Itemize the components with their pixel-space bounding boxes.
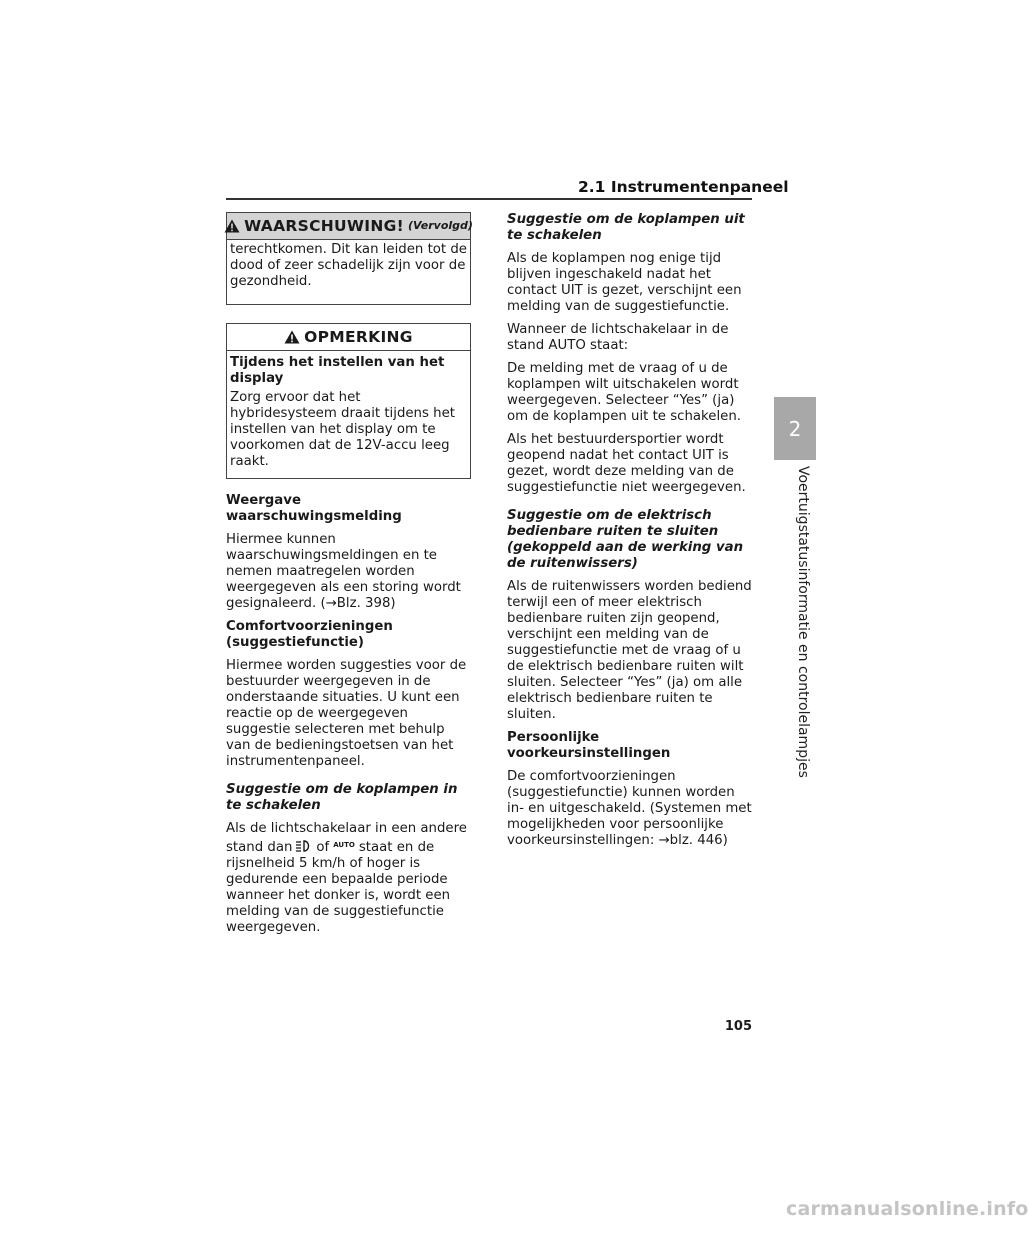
headlights-off-text-3: De melding met de vraag of u de koplampen wilt uitschakelen wordt weergegeven. Selecteer “Yes” (ja) om de koplampen uit te schakelen. [507,361,741,424]
windows-heading: Suggestie om de elektrisch bedienbare ruiten te sluiten (gekoppeld aan de werking van de ruitenwissers) [507,508,744,571]
warning-display-heading: Weergave waarschuwingsmelding [226,493,402,524]
comfort-text: Hiermee worden suggesties voor de bestuurder weergegeven in de onderstaande situaties. U kunt een reactie op de weergegeven suggestie selecteren met behulp van de bedieningstoetsen van het instrumentenpaneel. [226,658,467,769]
headlights-off-heading: Suggestie om de koplampen uit te schakelen [507,212,745,243]
personal-settings-heading: Persoonlijke voorkeursinstellingen [507,730,671,761]
chapter-number: 2 [788,416,802,441]
headlight-icon [295,839,313,853]
warning-box-header [227,213,473,240]
headlights-off-text-2: Wanneer de lichtschakelaar in de stand AUTO staat: [507,322,729,353]
warning-box [226,212,471,305]
page-number: 105 [724,1019,752,1034]
notice-text: Zorg ervoor dat het hybridesysteem draait tijdens het instellen van het display om te voorkomen dat de 12V-accu leeg raakt. [230,390,455,469]
notice-subtitle: Tijdens het instellen van het display [230,355,445,386]
headlights-on-heading: Suggestie om de koplampen in te schakelen [226,782,458,813]
chapter-title: Voertuigstatusinformatie en controlelampjes [795,466,811,778]
comfort-heading: Comfortvoorzieningen (suggestiefunctie) [226,619,393,650]
chapter-tab [774,397,816,460]
warning-display-text: Hiermee kunnen waarschuwingsmeldingen en te nemen maatregelen worden weergegeven als een storing wordt gesignaleerd. (→Blz. 398) [226,532,461,611]
auto-icon: AUTO [333,841,355,849]
headlights-on-text-part1: Als de lichtschakelaar in een andere stand dan [226,821,467,855]
headlights-on-text [226,821,471,936]
headlights-off-text-4: Als het bestuurdersportier wordt geopend nadat het contact UIT is gezet, wordt deze melding van de suggestiefunctie niet weergegeven. [507,432,746,495]
notice-box-body [227,351,470,478]
warning-continued: (Vervolgd) [408,219,473,232]
headlights-off-text-1: Als de koplampen nog enige tijd blijven ingeschakeld nadat het contact UIT is gezet, verschijnt een melding van de suggestiefunctie. [507,251,742,314]
warning-title: WAARSCHUWING! [244,217,405,235]
watermark: carmanualsonline.info [786,1198,1029,1220]
notice-title: OPMERKING [304,328,413,346]
notice-box [226,323,471,479]
caution-triangle-icon [284,330,300,344]
windows-text: Als de ruitenwissers worden bediend terwijl een of meer elektrisch bedienbare ruiten zijn geopend, verschijnt een melding van de suggestiefunctie met de vraag of u de elektrisch bedienbare ruiten wilt sluiten. Selecteer “Yes” (ja) om alle elektrisch bedienbare ruiten te sluiten. [507,579,752,722]
header-divider [226,198,752,200]
notice-box-header [227,324,470,351]
personal-settings-text: De comfortvoorzieningen (suggestiefunctie) kunnen worden in- en uitgeschakeld. (Systemen met mogelijkheden voor persoonlijke voorkeursinstellingen: →blz. 446) [507,769,752,848]
headlights-on-text-part2: of [316,840,330,855]
section-title: 2.1 Instrumentenpaneel [578,178,789,196]
warning-triangle-icon [224,219,240,233]
warning-text: terechtkomen. Dit kan leiden tot de dood of zeer schadelijk zijn voor de gezondheid. [230,242,467,289]
warning-box-body [227,240,470,304]
right-column [507,212,753,856]
headlights-on-text-part3: staat en de rijsnelheid 5 km/h of hoger is gedurende een bepaalde periode wanneer het donker is, wordt een melding van de suggestiefunctie weergegeven. [226,840,451,935]
left-column [226,212,471,943]
